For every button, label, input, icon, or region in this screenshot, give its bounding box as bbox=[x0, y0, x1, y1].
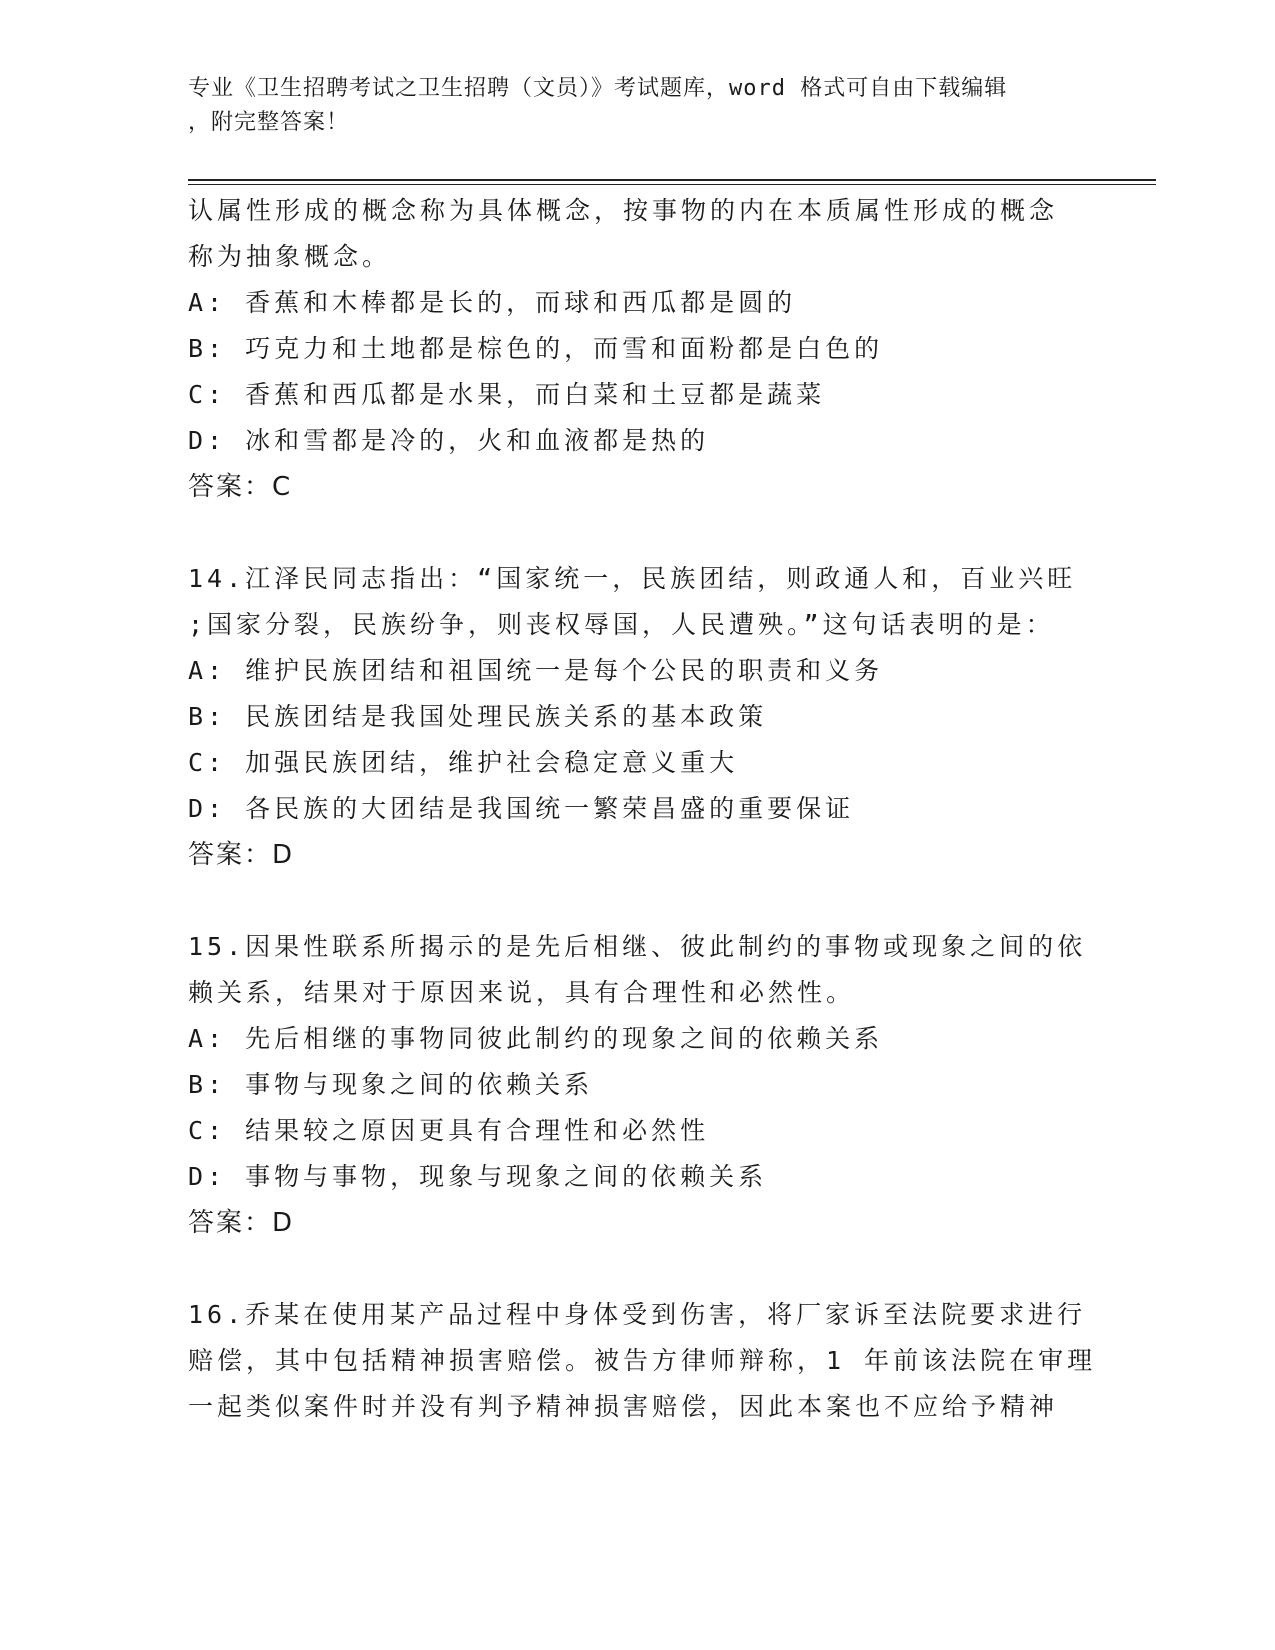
header-divider-thick bbox=[188, 179, 1156, 181]
answer-line: 答案：C bbox=[188, 472, 293, 502]
question-stem-line: ;国家分裂，民族纷争，则丧权辱国，人民遭殃。”这句话表明的是： bbox=[188, 610, 1055, 639]
option-d: D: 冰和雪都是冷的，火和血液都是热的 bbox=[188, 426, 710, 455]
question-stem-line: 16.乔某在使用某产品过程中身体受到伤害，将厂家诉至法院要求进行 bbox=[188, 1300, 1087, 1329]
option-b: B: 巧克力和土地都是棕色的，而雪和面粉都是白色的 bbox=[188, 334, 884, 363]
option-c: C: 结果较之原因更具有合理性和必然性 bbox=[188, 1116, 710, 1145]
header-title-line-1: 专业《卫生招聘考试之卫生招聘（文员）》考试题库，word 格式可自由下载编辑 bbox=[188, 76, 1008, 101]
option-d: D: 各民族的大团结是我国统一繁荣昌盛的重要保证 bbox=[188, 794, 855, 823]
header-title-line-2: ，附完整答案！ bbox=[188, 110, 350, 135]
question-stem-line: 赖关系，结果对于原因来说，具有合理性和必然性。 bbox=[188, 978, 856, 1007]
option-c: C: 加强民族团结，维护社会稳定意义重大 bbox=[188, 748, 739, 777]
answer-line: 答案：D bbox=[188, 1208, 295, 1238]
question-stem-line: 赔偿，其中包括精神损害赔偿。被告方律师辩称，1 年前该法院在审理 bbox=[188, 1346, 1097, 1375]
question-stem-line: 一起类似案件时并没有判予精神损害赔偿，因此本案也不应给予精神 bbox=[188, 1392, 1059, 1421]
option-b: B: 民族团结是我国处理民族关系的基本政策 bbox=[188, 702, 768, 731]
answer-line: 答案：D bbox=[188, 840, 295, 870]
question-stem-line: 认属性形成的概念称为具体概念，按事物的内在本质属性形成的概念 bbox=[188, 196, 1059, 225]
question-stem-line: 14.江泽民同志指出：“国家统一，民族团结，则政通人和，百业兴旺 bbox=[188, 564, 1077, 593]
question-16 bbox=[188, 1292, 1097, 1430]
question-13-continuation bbox=[188, 188, 1088, 510]
option-b: B: 事物与现象之间的依赖关系 bbox=[188, 1070, 594, 1099]
option-a: A: 先后相继的事物同彼此制约的现象之间的依赖关系 bbox=[188, 1024, 884, 1053]
header-divider-thin bbox=[188, 184, 1156, 185]
option-d: D: 事物与事物，现象与现象之间的依赖关系 bbox=[188, 1162, 768, 1191]
option-a: A: 香蕉和木棒都是长的，而球和西瓜都是圆的 bbox=[188, 288, 797, 317]
question-15 bbox=[188, 924, 1088, 1246]
question-stem-line: 称为抽象概念。 bbox=[188, 242, 392, 271]
question-14 bbox=[188, 556, 1088, 878]
document-header bbox=[188, 72, 1068, 140]
option-c: C: 香蕉和西瓜都是水果，而白菜和土豆都是蔬菜 bbox=[188, 380, 826, 409]
document-body bbox=[188, 188, 1097, 1430]
question-stem-line: 15.因果性联系所揭示的是先后相继、彼此制约的事物或现象之间的依 bbox=[188, 932, 1087, 961]
option-a: A: 维护民族团结和祖国统一是每个公民的职责和义务 bbox=[188, 656, 884, 685]
